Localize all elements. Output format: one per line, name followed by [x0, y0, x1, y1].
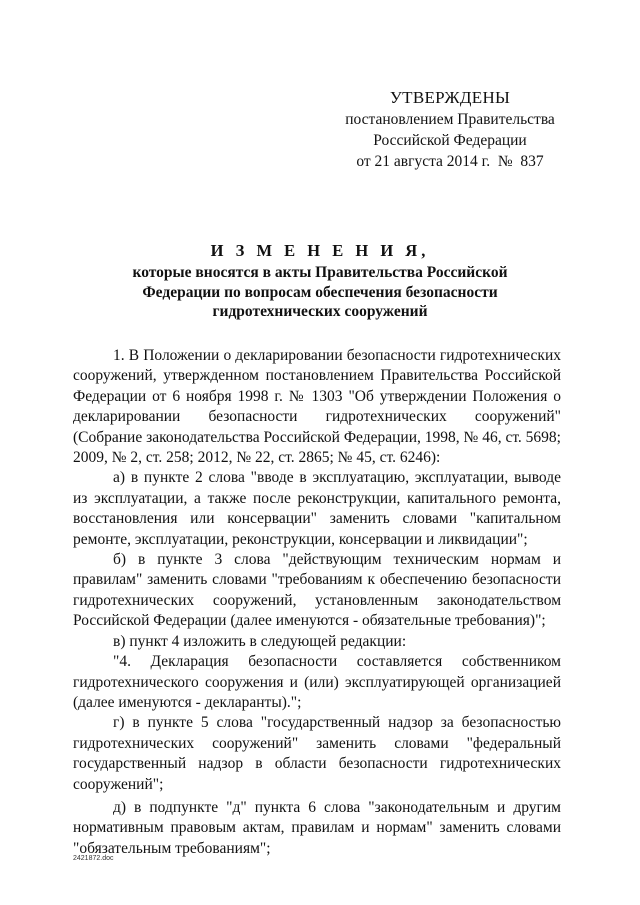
- approval-stamp: [300, 87, 600, 172]
- paragraph-1: 1. В Положении о декларировании безопасности гидротехнических сооружений, утвержденном постановлением Правительства Российской Федерации от 6 ноября 1998 г. № 1303 "Об утверждении Положения о декларировании безопасности гидротехнических сооружений" (Собрание законодательства Российской Федерации, 1998, № 46, ст. 5698; 2009, № 2, ст. 258; 2012, № 22, ст. 2865; № 45, ст. 6246):: [73, 347, 561, 467]
- file-name-footer: 2421872.doc: [73, 855, 114, 862]
- document-body: [73, 346, 561, 859]
- heading-title: И З М Е Н Е Н И Я,: [210, 241, 430, 260]
- paragraph-v: в) пункт 4 изложить в следующей редакции:: [113, 632, 407, 650]
- approval-line-2: Российской Федерации: [373, 132, 527, 149]
- paragraph-quote-4: "4. Декларация безопасности составляется собственником гидротехнического сооружения и (или) эксплуатирующей организацией (далее именуются - декларанты).";: [73, 653, 561, 711]
- paragraph-g: г) в пункте 5 слова "государственный надзор за безопасностью гидротехнических сооружений" заменить словами "федеральный государственный надзор в области безопасности гидротехнических сооружений";: [73, 714, 561, 793]
- approval-title: УТВЕРЖДЕНЫ: [389, 88, 511, 107]
- document-heading: [60, 240, 580, 322]
- approval-line-1: постановлением Правительства: [345, 111, 555, 128]
- paragraph-b: б) в пункте 3 слова "действующим техническим нормам и правилам" заменить словами "требованиям к обеспечению безопасности гидротехнических сооружений, установленным законодательством Российской Федерации (далее именуются - обязательные требования)";: [73, 551, 561, 630]
- heading-line-3: гидротехнических сооружений: [212, 303, 428, 320]
- approval-line-3: от 21 августа 2014 г. № 837: [356, 153, 544, 170]
- paragraph-a: а) в пункте 2 слова "вводе в эксплуатацию, эксплуатации, выводе из эксплуатации, а также после реконструкции, капитального ремонта, восстановления или консервации" заменить словами "капитальном ремонте, эксплуатации, реконструкции, консервации и ликвидации";: [73, 469, 561, 548]
- paragraph-d: д) в подпункте "д" пункта 6 слова "законодательным и другим нормативным правовым актам, правилам и нормам" заменить словами "обязательным требованиям";: [73, 798, 561, 857]
- heading-line-2: Федерации по вопросам обеспечения безопасности: [142, 283, 498, 301]
- heading-line-1: которые вносятся в акты Правительства Российской: [132, 264, 508, 281]
